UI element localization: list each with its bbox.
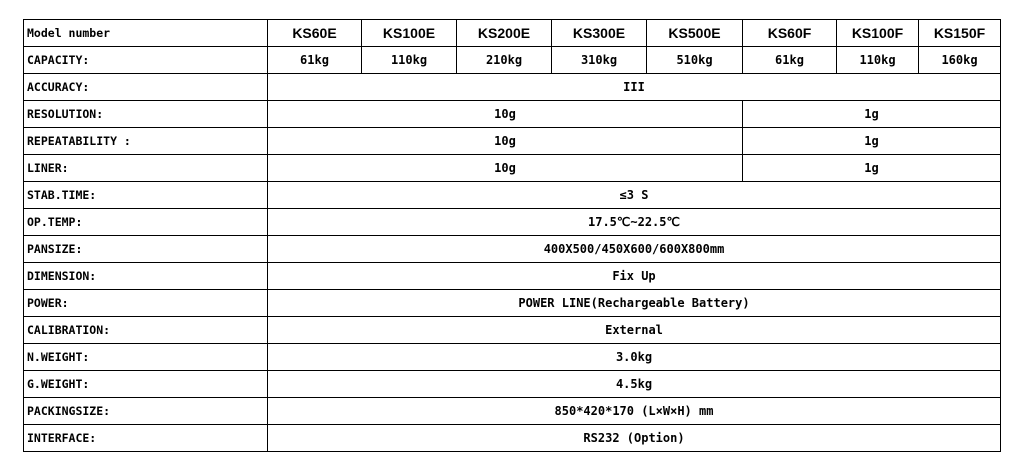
- resolution-e-value: 10g: [268, 101, 743, 128]
- model-ks500e: KS500E: [647, 20, 743, 47]
- power-row: [24, 290, 1001, 317]
- stab-time-value: ≤3 S: [268, 182, 1001, 209]
- packingsize-label: PACKINGSIZE:: [24, 398, 268, 425]
- packingsize-row: [24, 398, 1001, 425]
- capacity-row: [24, 47, 1001, 74]
- calibration-row: [24, 317, 1001, 344]
- resolution-row: [24, 101, 1001, 128]
- model-ks100f: KS100F: [837, 20, 919, 47]
- capacity-label: CAPACITY:: [24, 47, 268, 74]
- capacity-value: 110kg: [362, 47, 457, 74]
- n-weight-value: 3.0kg: [268, 344, 1001, 371]
- model-ks60e: KS60E: [268, 20, 362, 47]
- dimension-value: Fix Up: [268, 263, 1001, 290]
- liner-e-value: 10g: [268, 155, 743, 182]
- model-ks150f: KS150F: [919, 20, 1001, 47]
- calibration-value: External: [268, 317, 1001, 344]
- accuracy-row: [24, 74, 1001, 101]
- resolution-f-value: 1g: [743, 101, 1001, 128]
- model-number-label: Model number: [24, 20, 268, 47]
- packingsize-value: 850*420*170 (L×W×H) mm: [268, 398, 1001, 425]
- capacity-value: 110kg: [837, 47, 919, 74]
- g-weight-value: 4.5kg: [268, 371, 1001, 398]
- capacity-value: 310kg: [552, 47, 647, 74]
- g-weight-label: G.WEIGHT:: [24, 371, 268, 398]
- capacity-value: 510kg: [647, 47, 743, 74]
- interface-label: INTERFACE:: [24, 425, 268, 452]
- dimension-label: DIMENSION:: [24, 263, 268, 290]
- repeatability-label: REPEATABILITY :: [24, 128, 268, 155]
- op-temp-label: OP.TEMP:: [24, 209, 268, 236]
- capacity-value: 160kg: [919, 47, 1001, 74]
- interface-row: [24, 425, 1001, 452]
- repeatability-f-value: 1g: [743, 128, 1001, 155]
- power-value: POWER LINE(Rechargeable Battery): [268, 290, 1001, 317]
- dimension-row: [24, 263, 1001, 290]
- g-weight-row: [24, 371, 1001, 398]
- calibration-label: CALIBRATION:: [24, 317, 268, 344]
- capacity-value: 61kg: [743, 47, 837, 74]
- stab-time-row: [24, 182, 1001, 209]
- repeatability-e-value: 10g: [268, 128, 743, 155]
- capacity-value: 210kg: [457, 47, 552, 74]
- stab-time-label: STAB.TIME:: [24, 182, 268, 209]
- liner-label: LINER:: [24, 155, 268, 182]
- op-temp-row: [24, 209, 1001, 236]
- model-ks200e: KS200E: [457, 20, 552, 47]
- liner-f-value: 1g: [743, 155, 1001, 182]
- model-ks60f: KS60F: [743, 20, 837, 47]
- pansize-row: [24, 236, 1001, 263]
- n-weight-row: [24, 344, 1001, 371]
- spec-table: [23, 19, 1001, 452]
- interface-value: RS232 (Option): [268, 425, 1001, 452]
- n-weight-label: N.WEIGHT:: [24, 344, 268, 371]
- repeatability-row: [24, 128, 1001, 155]
- accuracy-value: III: [268, 74, 1001, 101]
- liner-row: [24, 155, 1001, 182]
- capacity-value: 61kg: [268, 47, 362, 74]
- op-temp-value: 17.5℃~22.5℃: [268, 209, 1001, 236]
- header-row: [24, 20, 1001, 47]
- accuracy-label: ACCURACY:: [24, 74, 268, 101]
- pansize-label: PANSIZE:: [24, 236, 268, 263]
- model-ks300e: KS300E: [552, 20, 647, 47]
- power-label: POWER:: [24, 290, 268, 317]
- resolution-label: RESOLUTION:: [24, 101, 268, 128]
- pansize-value: 400X500/450X600/600X800mm: [268, 236, 1001, 263]
- model-ks100e: KS100E: [362, 20, 457, 47]
